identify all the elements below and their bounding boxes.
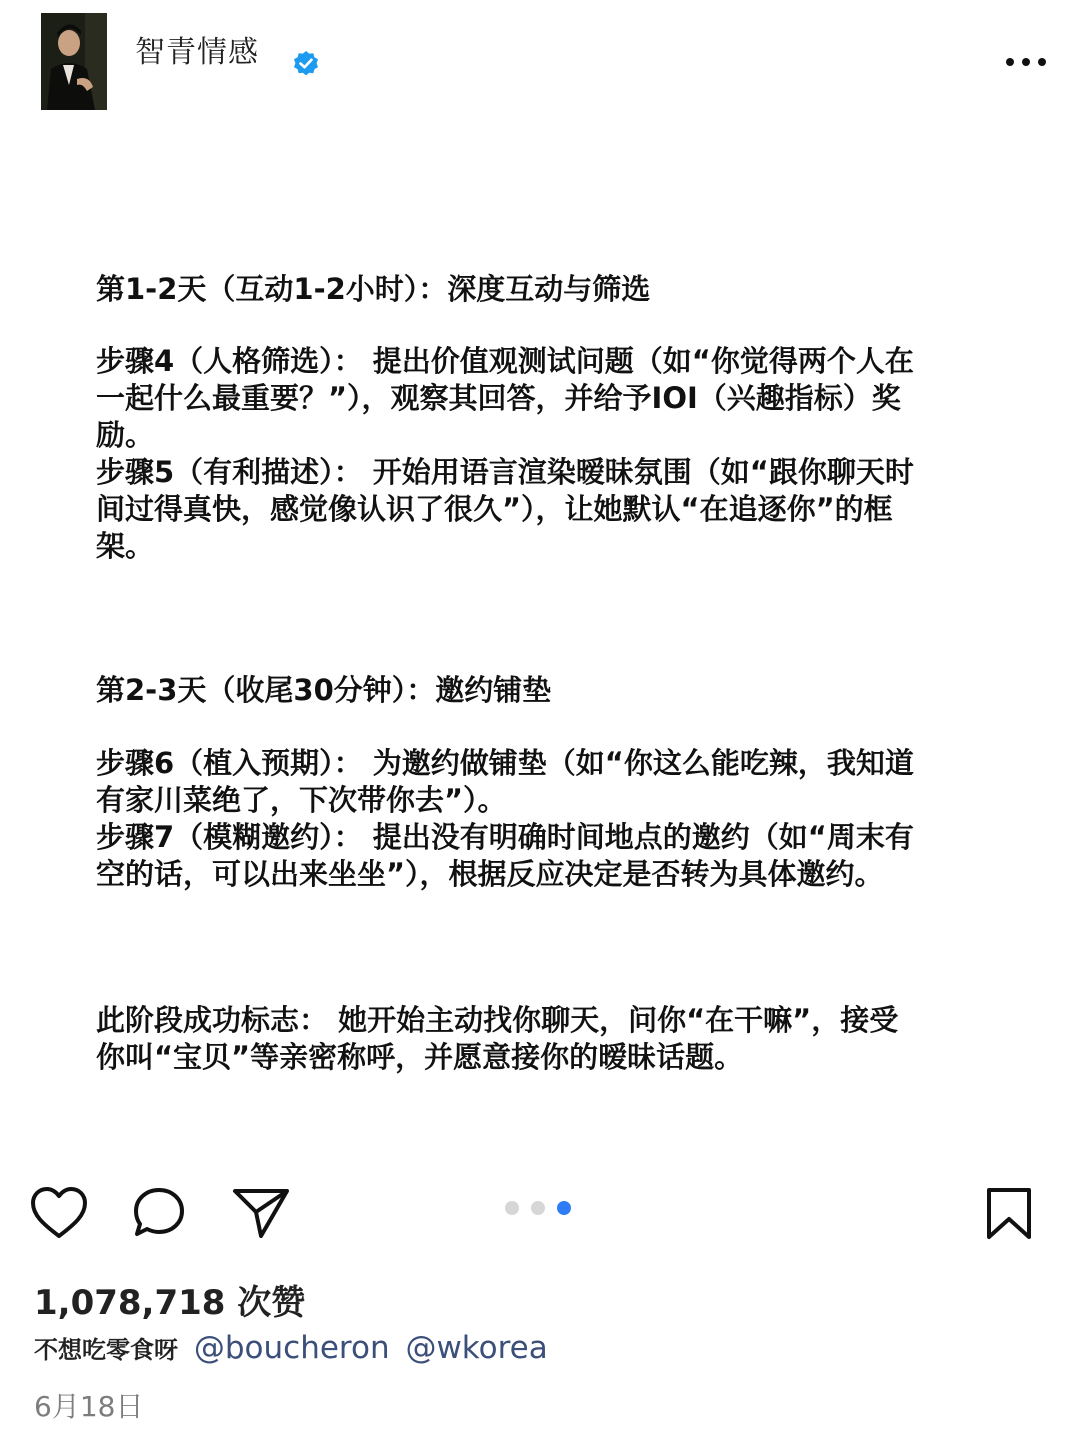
caption — [34, 1330, 548, 1368]
comment-icon[interactable] — [132, 1186, 188, 1240]
verified-badge-icon — [292, 50, 320, 78]
heart-icon[interactable] — [29, 1186, 89, 1240]
section-title-day2-3: 第2-3天（收尾30分钟）：邀约铺垫 — [96, 673, 552, 707]
caption-tag-wkorea[interactable]: @wkorea — [405, 1330, 548, 1366]
success-indicator-text: 此阶段成功标志： 她开始主动找你聊天，问你“在干嘛”，接受 你叫“宝贝”等亲密称呼，并愿意接你的暧昧话题。 — [96, 1003, 899, 1074]
post-header — [0, 0, 1080, 125]
post-date: 6月18日 — [34, 1390, 144, 1423]
bookmark-icon[interactable] — [984, 1186, 1034, 1242]
section-body-day1-2: 步骤4（人格筛选）： 提出价值观测试问题（如“你觉得两个人在 一起什么最重要？”），观察其回答，并给予IOI（兴趣指标）奖 励。 步骤5（有利描述）： 开始用语言渲染暧昧氛围（如“跟你聊天时 间过得真快，感觉像认识了很久”），让她默认“在追逐你”的框 架。 — [96, 344, 914, 563]
post-image[interactable] — [0, 125, 1080, 1165]
like-count[interactable]: 1,078,718 次赞 — [34, 1283, 306, 1323]
section-title-day1-2: 第1-2天（互动1-2小时）：深度互动与筛选 — [96, 272, 651, 306]
avatar[interactable] — [41, 13, 107, 110]
caption-tag-boucheron[interactable]: @boucheron — [193, 1330, 390, 1366]
username[interactable]: 智青情感 — [135, 35, 259, 70]
more-horizontal-icon[interactable] — [1004, 50, 1048, 74]
carousel-indicator — [505, 1201, 575, 1215]
carousel-dot — [557, 1201, 571, 1215]
carousel-dot — [505, 1201, 519, 1215]
carousel-dot — [531, 1201, 545, 1215]
section-body-day2-3: 步骤6（植入预期）： 为邀约做铺垫（如“你这么能吃辣，我知道 有家川菜绝了，下次带你去”）。 步骤7（模糊邀约）： 提出没有明确时间地点的邀约（如“周末有 空的话，可以出来坐坐”），根据反应决定是否转为具体邀约。 — [96, 746, 914, 891]
send-icon[interactable] — [231, 1186, 291, 1240]
avatar-photo — [41, 13, 107, 110]
caption-author[interactable]: 不想吃零食呀 — [34, 1336, 178, 1364]
